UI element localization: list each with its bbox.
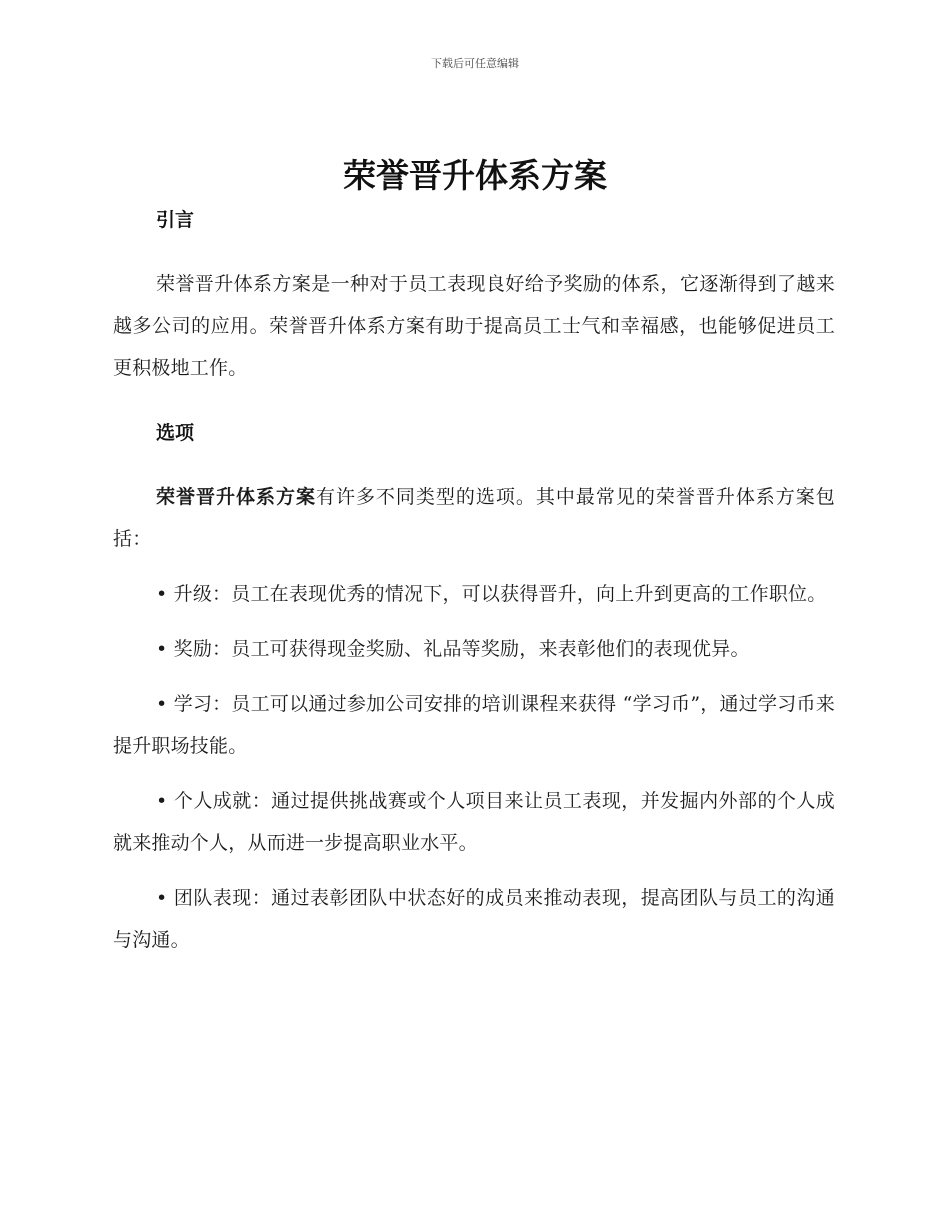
list-item-learning: • 学习：员工可以通过参加公司安排的培训课程来获得 “学习币”，通过学习币来提升职场技能。 bbox=[113, 693, 835, 757]
intro-paragraph: 荣誉晋升体系方案是一种对于员工表现良好给予奖励的体系，它逐渐得到了越来越多公司的应用。荣誉晋升体系方案有助于提高员工士气和幸福感，也能够促进员工更积极地工作。 bbox=[113, 273, 835, 379]
list-item-personal-achievement: • 个人成就：通过提供挑战赛或个人项目来让员工表现，并发掘内外部的个人成就来推动个人，从而进一步提高职业水平。 bbox=[113, 790, 835, 854]
list-item-upgrade: • 升级：员工在表现优秀的情况下，可以获得晋升，向上升到更高的工作职位。 bbox=[156, 583, 827, 605]
options-lead-bold-term: 荣誉晋升体系方案 bbox=[156, 486, 316, 508]
list-item-reward: • 奖励：员工可获得现金奖励、礼品等奖励，来表彰他们的表现优异。 bbox=[156, 638, 750, 660]
section-heading-options: 选项 bbox=[156, 422, 195, 444]
section-heading-intro: 引言 bbox=[156, 209, 195, 231]
options-lead-text: 有许多不同类型的选项。其中最常见的荣誉晋升体系方案包括： bbox=[113, 486, 835, 550]
options-lead-paragraph bbox=[113, 476, 835, 560]
page-header-note: 下载后可任意编辑 bbox=[431, 57, 519, 70]
document-body bbox=[113, 203, 835, 974]
document-title: 荣誉晋升体系方案 bbox=[343, 156, 607, 195]
list-item-team-performance: • 团队表现：通过表彰团队中状态好的成员来推动表现，提高团队与员工的沟通与沟通。 bbox=[113, 887, 835, 951]
